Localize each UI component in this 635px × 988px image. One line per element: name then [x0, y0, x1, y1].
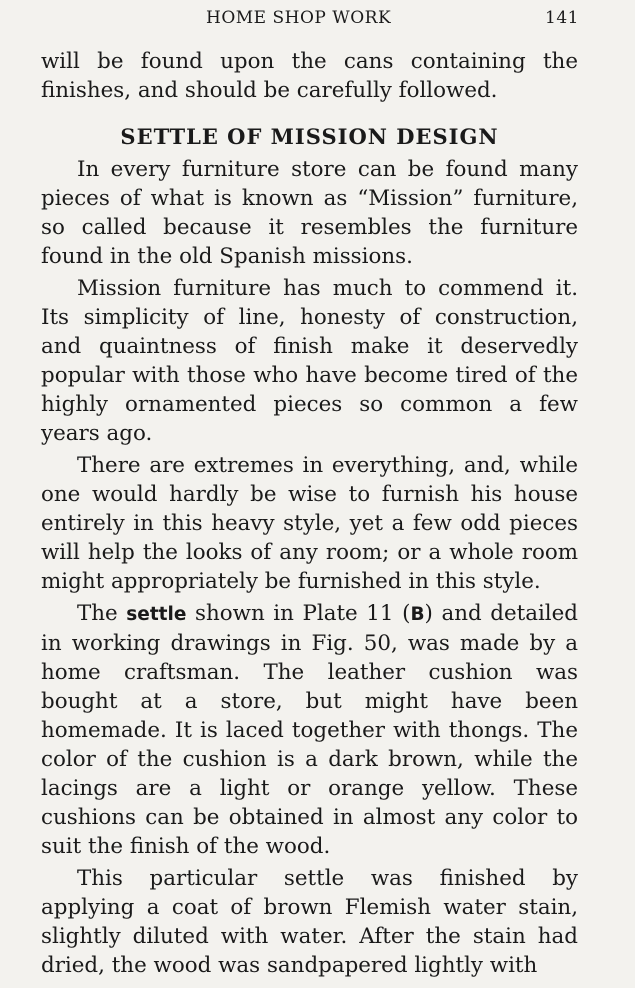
running-head	[0, 6, 635, 34]
paragraph-1: In every furniture store can be found many pieces of what is known as “Mission” furniture, so called because it resembles the furniture found in the old Spanish missions.	[41, 157, 578, 269]
paragraph-2: Mission furniture has much to commend it. Its simplicity of line, honesty of construction, and quaintness of finish make it deservedly popular with those who have become tired of the highly ornamented pieces so common a few years ago.	[41, 276, 578, 446]
p4-lead: The	[77, 601, 118, 626]
paragraph-4	[41, 599, 578, 861]
section-heading: SETTLE OF MISSION DESIGN	[120, 124, 499, 149]
page-number: 141	[545, 8, 579, 28]
running-title: HOME SHOP WORK	[206, 8, 392, 28]
p4-rest: ) and detailed in working drawings in Fig. 50, was made by a home craftsman. The leather cushion was bought at a store, but might have been homemade. It is laced together with thongs. The color of the cushion is a dark brown, while the lacings are a light or orange yellow. These cushions can be obtained in almost any color to suit the finish of the wood.	[41, 601, 578, 859]
paragraph-3: There are extremes in everything, and, while one would hardly be wise to furnish his house entirely in this heavy style, yet a few odd pieces will help the looks of any room; or a whole room might appropriately be furnished in this style.	[41, 453, 578, 594]
continuation-paragraph: will be found upon the cans containing the finishes, and should be carefully followed.	[41, 49, 578, 103]
settle-term: settle	[126, 604, 187, 625]
body-text	[41, 47, 578, 980]
paragraph-5: This particular settle was finished by applying a coat of brown Flemish water stain, slightly diluted with water. After the stain had dried, the wood was sandpapered lightly with	[41, 866, 578, 978]
p4-mid: shown in Plate 11 (	[195, 601, 411, 626]
plate-ref: B	[410, 604, 425, 625]
